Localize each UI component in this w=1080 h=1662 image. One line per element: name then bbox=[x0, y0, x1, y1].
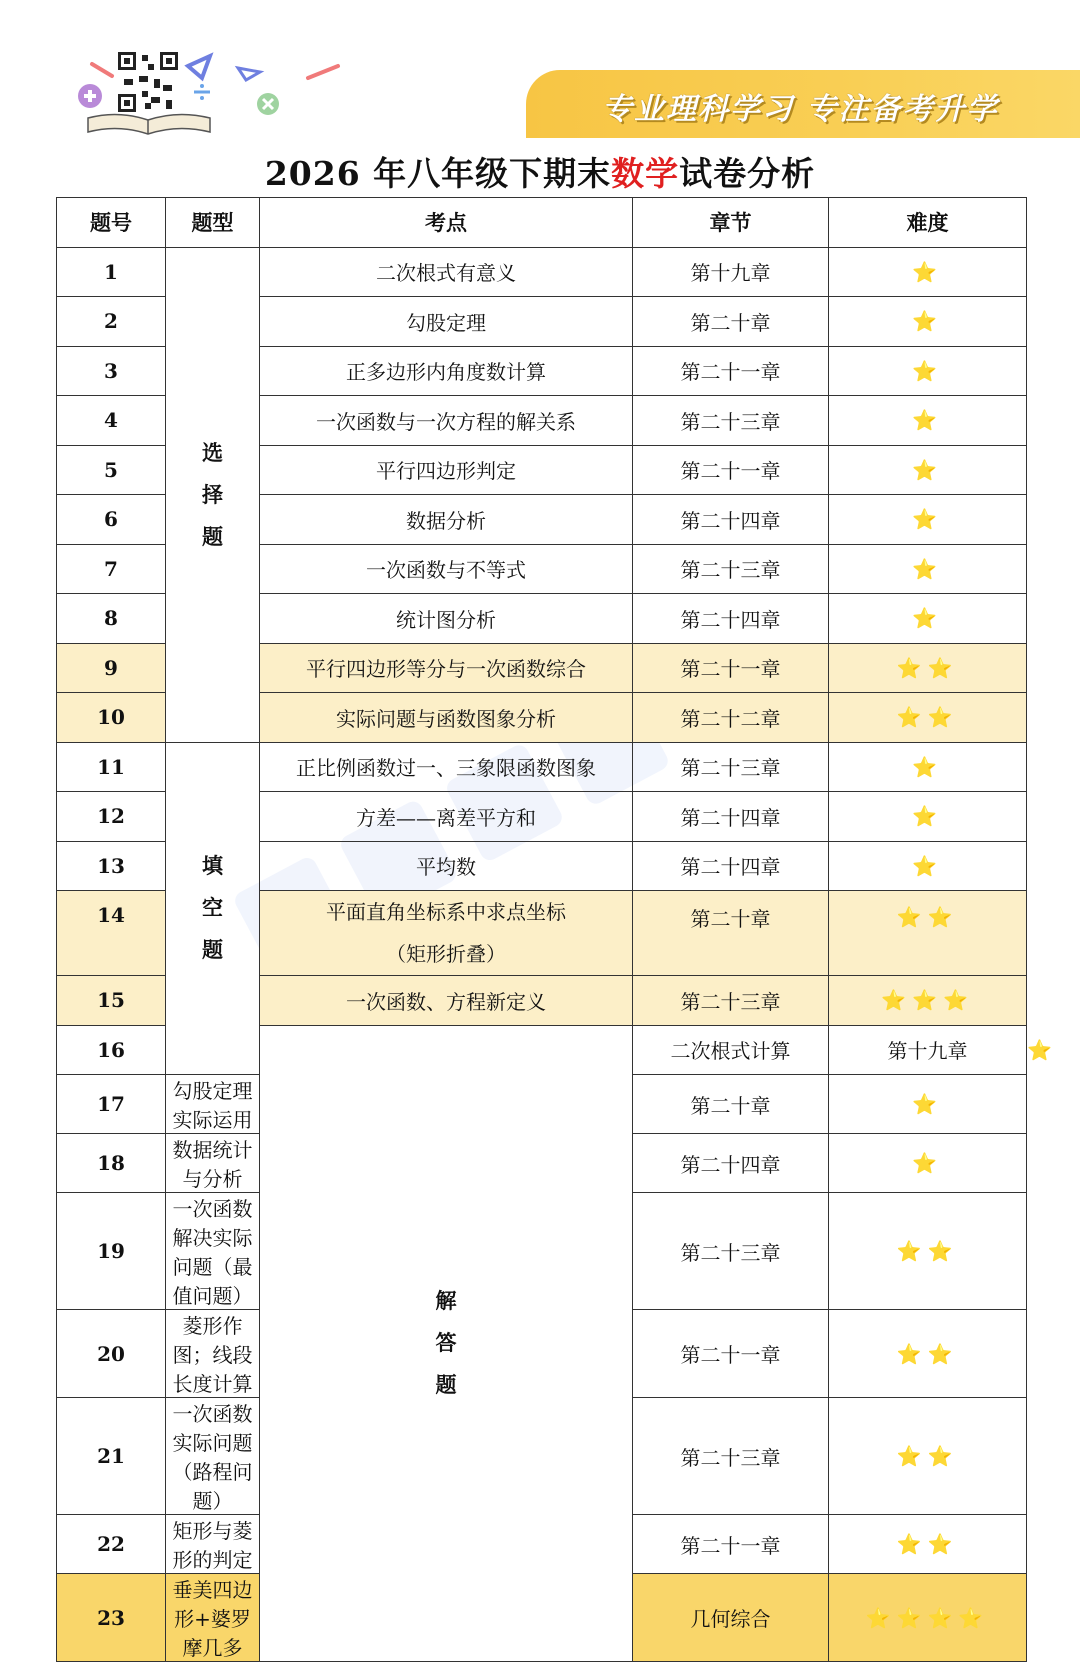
header-type: 题型 bbox=[166, 198, 260, 248]
question-number: 19 bbox=[57, 1193, 166, 1310]
topic: 一次函数实际问题（路程问题） bbox=[166, 1398, 260, 1515]
logo-decoration bbox=[70, 40, 360, 140]
title-highlight: 数学 bbox=[611, 154, 680, 193]
topic: 垂美四边形+婆罗摩几多 bbox=[166, 1574, 260, 1662]
chapter: 第二十一章 bbox=[633, 445, 829, 495]
chapter: 第二十四章 bbox=[633, 594, 829, 644]
question-number: 16 bbox=[57, 1025, 166, 1075]
question-number: 6 bbox=[57, 495, 166, 545]
difficulty-stars: ⭐⭐ bbox=[829, 891, 1027, 976]
chapter: 第二十四章 bbox=[633, 1134, 829, 1193]
topic: 二次根式计算 bbox=[633, 1025, 829, 1075]
difficulty-stars: ⭐⭐ bbox=[829, 1398, 1027, 1515]
topic: 一次函数、方程新定义 bbox=[260, 976, 633, 1026]
question-number: 2 bbox=[57, 297, 166, 347]
topic: 一次函数与不等式 bbox=[260, 544, 633, 594]
chapter: 第二十三章 bbox=[633, 976, 829, 1026]
question-number: 17 bbox=[57, 1075, 166, 1134]
question-type-fill bbox=[166, 742, 260, 1075]
chapter: 第二十三章 bbox=[633, 742, 829, 792]
difficulty-stars: ⭐ bbox=[829, 495, 1027, 545]
chapter: 第二十一章 bbox=[633, 643, 829, 693]
difficulty-stars: ⭐ bbox=[829, 297, 1027, 347]
question-number: 13 bbox=[57, 841, 166, 891]
topic: 勾股定理实际运用 bbox=[166, 1075, 260, 1134]
question-number: 21 bbox=[57, 1398, 166, 1515]
topic: 平行四边形等分与一次函数综合 bbox=[260, 643, 633, 693]
topic: 数据统计与分析 bbox=[166, 1134, 260, 1193]
question-type-choice bbox=[166, 247, 260, 742]
chapter: 第二十四章 bbox=[633, 495, 829, 545]
topic: 一次函数解决实际问题（最值问题） bbox=[166, 1193, 260, 1310]
question-number: 8 bbox=[57, 594, 166, 644]
chapter: 第二十三章 bbox=[633, 1398, 829, 1515]
difficulty-stars: ⭐⭐ bbox=[829, 1193, 1027, 1310]
difficulty-stars: ⭐ bbox=[829, 445, 1027, 495]
chapter: 第二十三章 bbox=[633, 1193, 829, 1310]
header-topic: 考点 bbox=[260, 198, 633, 248]
difficulty-stars: ⭐ bbox=[829, 841, 1027, 891]
question-number: 14 bbox=[57, 891, 166, 976]
exam-analysis-table bbox=[56, 197, 1058, 1662]
question-number: 1 bbox=[57, 247, 166, 297]
page-title bbox=[0, 148, 1080, 195]
difficulty-stars: ⭐ bbox=[829, 594, 1027, 644]
difficulty-stars: ⭐⭐ bbox=[829, 643, 1027, 693]
header-difficulty: 难度 bbox=[829, 198, 1027, 248]
banner-slogan: 专业理科学习 专注备考升学 bbox=[602, 92, 999, 127]
topic: 矩形与菱形的判定 bbox=[166, 1515, 260, 1574]
difficulty-stars: ⭐⭐⭐ bbox=[829, 976, 1027, 1026]
table-row bbox=[57, 742, 1027, 792]
question-number: 3 bbox=[57, 346, 166, 396]
question-number: 4 bbox=[57, 396, 166, 446]
question-number: 12 bbox=[57, 792, 166, 842]
topic: 二次根式有意义 bbox=[260, 247, 633, 297]
difficulty-stars: ⭐⭐ bbox=[829, 1310, 1027, 1398]
question-type-solve bbox=[260, 1025, 633, 1662]
difficulty-stars: ⭐⭐ bbox=[829, 693, 1027, 743]
difficulty-stars: ⭐ bbox=[829, 742, 1027, 792]
topic: 数据分析 bbox=[260, 495, 633, 545]
slogan-banner bbox=[526, 70, 1080, 138]
question-number: 20 bbox=[57, 1310, 166, 1398]
type-label: 填空题 bbox=[202, 853, 223, 963]
header-number: 题号 bbox=[57, 198, 166, 248]
qr-code-icon bbox=[118, 52, 178, 112]
difficulty-stars: ⭐ bbox=[829, 1075, 1027, 1134]
topic: 平行四边形判定 bbox=[260, 445, 633, 495]
topic: 实际问题与函数图象分析 bbox=[260, 693, 633, 743]
topic: 统计图分析 bbox=[260, 594, 633, 644]
difficulty-stars: ⭐ bbox=[829, 1134, 1027, 1193]
type-label: 解答题 bbox=[435, 1288, 457, 1398]
difficulty-stars: ⭐⭐⭐⭐ bbox=[829, 1574, 1027, 1662]
header-chapter: 章节 bbox=[633, 198, 829, 248]
topic bbox=[260, 891, 633, 976]
difficulty-stars: ⭐ bbox=[829, 792, 1027, 842]
table-row: 16 解答题 二次根式计算 第十九章 ⭐ bbox=[57, 1025, 1027, 1075]
chapter: 第二十一章 bbox=[633, 1515, 829, 1574]
chapter: 第二十章 bbox=[633, 297, 829, 347]
table-row bbox=[57, 247, 1027, 297]
chapter: 第十九章 bbox=[633, 247, 829, 297]
open-book-icon bbox=[84, 110, 214, 136]
chapter: 第十九章 bbox=[829, 1025, 1027, 1075]
question-number: 11 bbox=[57, 742, 166, 792]
question-number: 5 bbox=[57, 445, 166, 495]
chapter: 第二十章 bbox=[633, 1075, 829, 1134]
title-suffix: 试卷分析 bbox=[679, 154, 816, 193]
difficulty-stars: ⭐ bbox=[829, 346, 1027, 396]
topic-line-1: 平面直角坐标系中求点坐标 bbox=[326, 900, 566, 924]
topic: 平均数 bbox=[260, 841, 633, 891]
chapter: 第二十四章 bbox=[633, 841, 829, 891]
question-number: 7 bbox=[57, 544, 166, 594]
chapter: 第二十一章 bbox=[633, 346, 829, 396]
difficulty-stars: ⭐ bbox=[829, 247, 1027, 297]
topic: 正比例函数过一、三象限函数图象 bbox=[260, 742, 633, 792]
chapter: 第二十二章 bbox=[633, 693, 829, 743]
difficulty-stars: ⭐⭐ bbox=[829, 1515, 1027, 1574]
chapter: 第二十三章 bbox=[633, 396, 829, 446]
type-label: 选择题 bbox=[202, 439, 223, 549]
difficulty-stars: ⭐ bbox=[829, 396, 1027, 446]
chapter: 第二十一章 bbox=[633, 1310, 829, 1398]
topic: 方差——离差平方和 bbox=[260, 792, 633, 842]
topic-line-2: （矩形折叠） bbox=[386, 942, 506, 966]
chapter: 几何综合 bbox=[633, 1574, 829, 1662]
question-number: 23 bbox=[57, 1574, 166, 1662]
chapter: 第二十四章 bbox=[633, 792, 829, 842]
question-number: 10 bbox=[57, 693, 166, 743]
chapter: 第二十章 bbox=[633, 891, 829, 976]
question-number: 18 bbox=[57, 1134, 166, 1193]
title-prefix: 2026 年八年级下期末 bbox=[264, 154, 612, 193]
topic: 勾股定理 bbox=[260, 297, 633, 347]
difficulty-stars: ⭐ bbox=[829, 544, 1027, 594]
chapter: 第二十三章 bbox=[633, 544, 829, 594]
topic: 正多边形内角度数计算 bbox=[260, 346, 633, 396]
question-number: 9 bbox=[57, 643, 166, 693]
topic: 菱形作图；线段长度计算 bbox=[166, 1310, 260, 1398]
question-number: 15 bbox=[57, 976, 166, 1026]
topic: 一次函数与一次方程的解关系 bbox=[260, 396, 633, 446]
question-number: 22 bbox=[57, 1515, 166, 1574]
table-header-row bbox=[57, 198, 1027, 248]
